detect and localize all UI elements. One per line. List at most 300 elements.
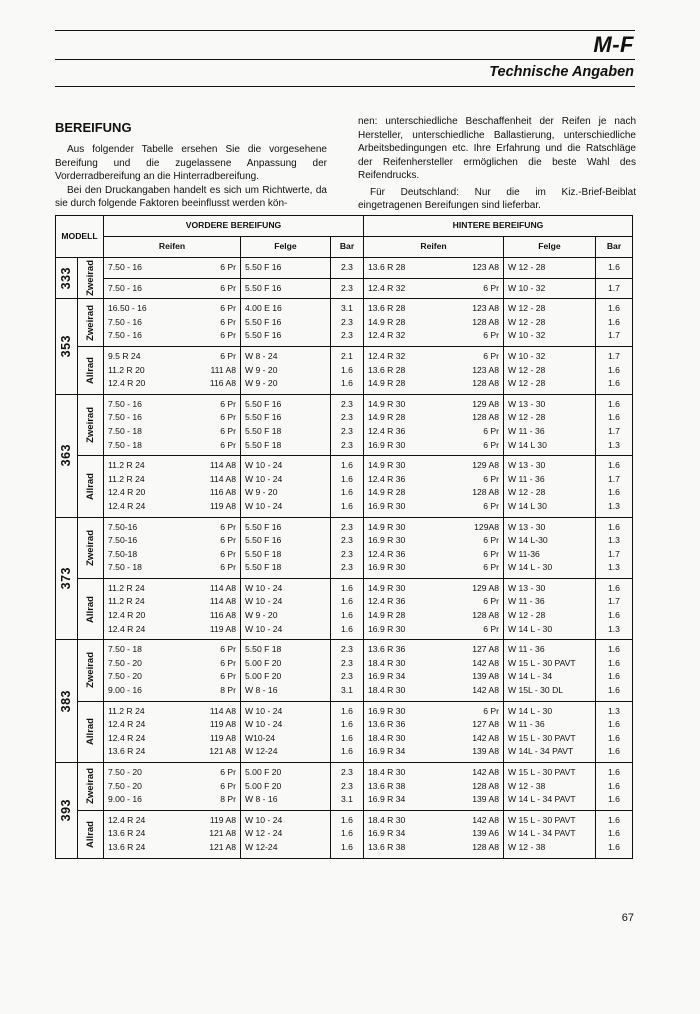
front-tire-rating: 6 Pr [220,439,236,450]
rear-tire-line [368,657,499,671]
model-cell [56,517,78,640]
rear-tire-cell [364,810,504,858]
front-tire-rating: 6 Pr [220,644,236,655]
front-rim-value: 5.50 F 16 [245,535,282,546]
front-tire-size: 7.50 - 20 [108,780,142,791]
front-tire-size: 11.2 R 24 [108,460,145,471]
front-tire-rating: 121 A8 [209,746,236,757]
front-tire-rating: 6 Pr [220,521,236,532]
rear-rim-value: W 10 - 32 [508,350,546,361]
rear-tire-size: 12.4 R 32 [368,350,406,361]
rear-tire-cell [364,701,504,762]
rear-rim-cell [504,456,596,517]
model-label: 393 [58,799,73,822]
front-tire-size: 7.50 - 16 [108,282,142,293]
rear-tire-rating: 142 A8 [472,767,499,777]
rear-bar-value: 1.7 [608,425,620,436]
rear-tire-line [368,350,499,364]
front-tire-rating: 6 Pr [220,282,236,293]
intro-right-column [358,115,636,213]
front-bar-value: 1.6 [341,719,353,730]
front-tire-cell [104,278,241,299]
front-tire-line [108,595,236,609]
rear-tire-size: 16.9 R 34 [368,746,406,757]
rear-rim-value: W 12 - 28 [508,610,546,621]
rear-rim-value: W 13 - 30 [508,521,546,532]
model-label: 373 [58,567,73,590]
rear-bar-value: 1.6 [608,644,620,655]
rear-tire-rating: 128 A8 [472,412,499,423]
rear-bar-value: 1.6 [608,398,620,409]
front-tire-line [108,827,236,841]
rear-rim-value: W 14 L-30 [508,535,548,546]
rear-bar-value: 1.6 [608,746,620,757]
rear-tire-size: 16.9 R 30 [368,500,406,511]
rear-tire-rating: 6 Pr [483,473,499,484]
rear-bar-value: 1.7 [608,548,620,559]
rear-rim-value: W 15 L - 30 PAVT [508,732,576,743]
rear-rim-value: W 15 L - 30 PAVT [508,814,576,825]
rear-bar-value: 1.7 [608,350,620,361]
front-tire-rating: 8 Pr [220,794,236,805]
model-cell [56,763,78,859]
rear-bar-cell [596,394,633,455]
rear-tire-rating: 128 A8 [472,378,499,389]
rear-tire-rating: 128 A8 [472,780,499,791]
rear-tire-rating: 6 Pr [483,596,499,607]
front-rim-cell [241,517,331,578]
rear-tire-size: 18.4 R 30 [368,732,406,743]
front-tire-size: 7.50 - 16 [108,412,142,423]
front-tire-size: 7.50 - 20 [108,767,142,777]
front-bar-value: 2.3 [341,535,353,546]
drive-type-label: Allrad [84,472,96,500]
rear-tire-size: 14.9 R 28 [368,487,406,498]
rear-tire-size: 14.9 R 28 [368,610,406,621]
front-tire-size: 12.4 R 24 [108,500,146,511]
rear-tire-rating: 127 A8 [472,719,499,730]
front-tire-size: 11.2 R 24 [108,596,145,607]
front-tire-cell [104,456,241,517]
rear-rim-value: W 12 - 28 [508,378,546,389]
rear-tire-rating: 6 Pr [483,350,499,361]
rear-bar-value: 1.6 [608,794,620,805]
rear-tire-rating: 128 A8 [472,841,499,852]
rear-rim-value: W 14 L - 34 PAVT [508,794,576,805]
rear-tire-rating: 142 A8 [472,814,499,825]
rear-rim-value: W 12 - 28 [508,364,546,375]
front-tire-size: 7.50 - 16 [108,262,142,272]
front-tire-size: 7.50 - 18 [108,562,142,573]
rear-tire-size: 14.9 R 28 [368,316,406,327]
rear-rim-value: W 11 - 36 [508,425,545,436]
front-tire-rating: 114 A8 [209,460,236,471]
rear-bar-value: 1.6 [608,841,620,852]
drive-type-cell [78,299,104,347]
front-tire-rating: 119 A8 [209,719,236,730]
table-row [56,346,633,394]
rear-bar-value: 1.6 [608,780,620,791]
rear-rim-value: W 13 - 30 [508,398,546,409]
front-tire-size: 12.4 R 24 [108,814,146,825]
model-label: 333 [58,266,73,290]
front-bar-value: 2.3 [341,330,353,341]
rear-tire-size: 16.9 R 34 [368,671,406,682]
rear-bar-value: 1.3 [608,535,620,546]
front-bar-value: 2.3 [341,316,353,327]
rear-tire-line [368,459,499,473]
drive-type-label: Allrad [84,595,96,623]
front-bar-cell [331,517,364,578]
front-rim-value: 5.50 F 16 [245,521,282,532]
front-tire-line [108,350,236,364]
front-tire-size: 9.00 - 16 [108,794,142,805]
front-tire-line [108,561,236,575]
rear-bar-value: 1.3 [608,439,620,450]
bottom-rule [55,86,635,87]
drive-type-label: Allrad [84,356,96,384]
front-tire-size: 9.5 R 24 [108,350,141,361]
rear-rim-cell [504,701,596,762]
front-rim-value: W 10 - 24 [245,705,283,716]
front-rim-value: W 10 - 24 [245,596,283,607]
rear-tire-rating: 6 Pr [483,439,499,450]
rear-tire-size: 16.9 R 30 [368,562,406,573]
rear-bar-cell [596,299,633,347]
front-tire-line [108,282,236,296]
front-tire-size: 7.50 - 20 [108,657,142,668]
front-rim-value: 5.50 F 18 [245,425,282,436]
front-bar-value: 2.3 [341,282,353,293]
front-tire-rating: 116 A8 [209,487,236,498]
front-bar-value: 1.6 [341,828,353,839]
rear-bar-value: 1.6 [608,582,620,593]
front-rim-value: W 12-24 [245,841,278,852]
rear-bar-value: 1.6 [608,262,620,272]
drive-type-label: Zweirad [84,529,96,566]
rear-tire-size: 16.9 R 30 [368,623,406,634]
rear-bar-value: 1.6 [608,521,620,532]
rear-rim-value: W 12 - 28 [508,262,546,272]
header-front-reifen: Reifen [104,237,241,258]
rear-rim-cell [504,258,596,279]
rear-tire-rating: 129 A8 [472,582,499,593]
rear-rim-cell [504,517,596,578]
front-tire-rating: 6 Pr [220,398,236,409]
header-rear-felge: Felge [504,237,596,258]
front-tire-rating: 6 Pr [220,262,236,272]
front-tire-size: 12.4 R 24 [108,719,146,730]
front-rim-value: 5.50 F 18 [245,548,282,559]
table-row [56,810,633,858]
front-bar-cell [331,299,364,347]
front-rim-value: 5.50 F 16 [245,398,282,409]
rear-tire-size: 14.9 R 30 [368,460,406,471]
front-tire-rating: 6 Pr [220,767,236,777]
front-tire-cell [104,394,241,455]
rear-rim-cell [504,394,596,455]
rear-tire-size: 18.4 R 30 [368,814,406,825]
front-rim-value: W 9 - 20 [245,364,278,375]
front-bar-cell [331,456,364,517]
rear-rim-cell [504,763,596,811]
rear-tire-size: 13.6 R 28 [368,262,406,272]
rear-rim-value: W 12 - 38 [508,841,546,852]
front-tire-rating: 6 Pr [220,330,236,341]
rear-tire-size: 14.9 R 28 [368,378,406,389]
rear-rim-value: W 12 - 28 [508,487,546,498]
rear-rim-cell [504,346,596,394]
rear-tire-size: 12.4 R 36 [368,473,406,484]
front-tire-size: 12.4 R 20 [108,610,146,621]
front-rim-value: 5.50 F 16 [245,330,282,341]
rear-rim-value: W 13 - 30 [508,460,546,471]
rear-tire-cell [364,346,504,394]
front-rim-value: 5.50 F 18 [245,439,282,450]
front-tire-rating: 119 A8 [209,732,236,743]
rear-tire-line [368,398,499,412]
rear-tire-size: 12.4 R 32 [368,330,406,341]
rear-tire-line [368,582,499,596]
front-tire-size: 7.50 - 16 [108,316,142,327]
rear-bar-value: 1.7 [608,282,620,293]
front-bar-cell [331,701,364,762]
front-rim-value: W 9 - 20 [245,378,278,389]
page-subtitle: Technische Angaben [489,64,634,80]
front-tire-line [108,705,236,719]
front-bar-value: 2.3 [341,562,353,573]
rear-bar-cell [596,278,633,299]
front-tire-size: 9.00 - 16 [108,685,142,696]
front-tire-line [108,411,236,425]
front-tire-line [108,684,236,698]
rear-tire-size: 13.6 R 36 [368,719,406,730]
front-tire-size: 12.4 R 24 [108,623,146,634]
front-tire-rating: 119 A8 [209,500,236,511]
model-cell [56,299,78,395]
rear-tire-line [368,780,499,794]
front-tire-line [108,459,236,473]
rear-bar-cell [596,810,633,858]
front-tire-rating: 114 A8 [209,705,236,716]
rear-tire-rating: 139 A8 [472,746,499,757]
rear-bar-value: 1.6 [608,364,620,375]
front-bar-value: 1.6 [341,705,353,716]
front-tire-rating: 8 Pr [220,685,236,696]
rear-tire-line [368,827,499,841]
table-row [56,517,633,578]
rear-tire-line [368,814,499,828]
front-rim-value: W 10 - 24 [245,719,283,730]
front-tire-cell [104,258,241,279]
front-bar-value: 1.6 [341,596,353,607]
rear-bar-value: 1.6 [608,671,620,682]
header-rear: HINTERE BEREIFUNG [364,216,633,237]
front-tire-line [108,398,236,412]
rear-rim-value: W 10 - 32 [508,330,546,341]
front-bar-value: 1.6 [341,610,353,621]
front-rim-value: W10-24 [245,732,276,743]
header-front-felge: Felge [241,237,331,258]
rear-rim-value: W 15 L - 30 PAVT [508,657,576,668]
drive-type-cell [78,258,104,299]
front-tire-size: 13.6 R 24 [108,746,146,757]
front-tire-size: 13.6 R 24 [108,841,146,852]
front-rim-value: 5.00 F 20 [245,767,282,777]
header-front-bar: Bar [331,237,364,258]
rear-tire-line [368,282,499,296]
rear-tire-line [368,534,499,548]
front-tire-size: 7.50 - 16 [108,330,142,341]
drive-type-cell [78,810,104,858]
chapter-code: M-F [593,32,634,57]
front-tire-rating: 6 Pr [220,548,236,559]
rear-tire-size: 14.9 R 28 [368,412,406,423]
intro-paragraph-1: Aus folgender Tabelle ersehen Sie die vorgesehene Bereifung und die zugelassene Anpassung der Vorderradbereifung an die Hinterradbereifung. [55,144,327,182]
drive-type-cell [78,701,104,762]
rear-tire-line [368,643,499,657]
front-rim-value: 5.00 F 20 [245,657,282,668]
rear-rim-cell [504,640,596,701]
front-tire-rating: 6 Pr [220,535,236,546]
table-row [56,456,633,517]
drive-type-cell [78,517,104,578]
front-tire-rating: 114 A8 [209,582,236,593]
rear-rim-cell [504,578,596,639]
front-tire-size: 11.2 R 24 [108,582,145,593]
rear-rim-value: W 14L - 34 PAVT [508,746,574,757]
rear-tire-size: 12.4 R 36 [368,596,406,607]
drive-type-cell [78,346,104,394]
rear-bar-value: 1.6 [608,378,620,389]
model-label: 363 [58,444,73,467]
rear-bar-value: 1.6 [608,657,620,668]
front-tire-line [108,841,236,855]
front-tire-cell [104,578,241,639]
intro-paragraph-3: Für Deutschland: Nur die im Kiz.-Brief-Beiblat eingetragenen Bereifungen sind lieferbar. [358,186,636,211]
rear-tire-size: 18.4 R 30 [368,685,406,696]
front-rim-value: W 10 - 24 [245,814,283,825]
rear-tire-line [368,793,499,807]
rear-tire-line [368,745,499,759]
rear-tire-line [368,521,499,535]
front-tire-size: 11.2 R 24 [108,705,145,716]
front-bar-cell [331,810,364,858]
drive-type-label: Zweirad [84,768,96,805]
front-tire-cell [104,763,241,811]
front-rim-cell [241,810,331,858]
front-tire-line [108,548,236,562]
front-rim-value: W 12-24 [245,746,278,757]
front-tire-cell [104,640,241,701]
rear-rim-value: W 15L - 30 DL [508,685,564,696]
front-tire-rating: 6 Pr [220,316,236,327]
drive-type-cell [78,763,104,811]
rear-tire-size: 14.9 R 30 [368,398,406,409]
front-tire-rating: 116 A8 [209,378,236,389]
front-tire-rating: 6 Pr [220,657,236,668]
front-tire-line [108,718,236,732]
rear-tire-rating: 123 A8 [472,303,499,314]
front-tire-rating: 114 A8 [209,596,236,607]
intro-paragraph-2-end: nen: unterschiedliche Beschaffenheit der Reifen je nach Hersteller, unterschiedliche Ballastierung, unterschiedliche Arbeitsbedingungen etc. Ihre Erfahrung und die Ratschläge der Reifenhersteller ermöglichen die beste Wahl des Reifendrucks. [358,116,636,181]
front-bar-value: 2.3 [341,439,353,450]
front-tire-line [108,745,236,759]
front-rim-value: 5.50 F 16 [245,262,282,272]
rear-tire-line [368,473,499,487]
rear-rim-value: W 13 - 30 [508,582,546,593]
rear-tire-size: 13.6 R 28 [368,303,406,314]
rear-tire-size: 13.6 R 28 [368,364,406,375]
front-tire-rating: 6 Pr [220,412,236,423]
model-cell [56,394,78,517]
rear-tire-size: 16.9 R 30 [368,535,406,546]
rear-tire-rating: 129 A8 [472,460,499,471]
rear-tire-rating: 129A8 [474,521,499,532]
front-tire-size: 7.50 - 20 [108,671,142,682]
front-tire-size: 7.50 - 16 [108,398,142,409]
rear-rim-value: W 15 L - 30 PAVT [508,767,576,777]
front-tire-line [108,623,236,637]
rear-rim-value: W 12 - 28 [508,303,546,314]
rear-tire-cell [364,456,504,517]
rear-tire-rating: 142 A8 [472,732,499,743]
rear-tire-line [368,561,499,575]
rear-bar-cell [596,456,633,517]
front-rim-value: W 9 - 20 [245,610,278,621]
rear-rim-value: W 14 L 30 [508,439,547,450]
table-row [56,278,633,299]
front-tire-line [108,643,236,657]
model-label: 353 [58,335,73,358]
front-tire-line [108,521,236,535]
rear-tire-rating: 6 Pr [483,562,499,573]
drive-type-cell [78,456,104,517]
front-tire-size: 11.2 R 20 [108,364,145,375]
rear-bar-value: 1.7 [608,330,620,341]
front-bar-value: 1.6 [341,623,353,634]
front-bar-value: 1.6 [341,582,353,593]
rear-tire-size: 16.9 R 30 [368,439,406,450]
rear-tire-rating: 6 Pr [483,535,499,546]
front-rim-cell [241,578,331,639]
front-tire-line [108,534,236,548]
front-tire-rating: 6 Pr [220,303,236,314]
front-bar-value: 1.6 [341,460,353,471]
rear-rim-value: W 11 - 36 [508,596,545,607]
front-bar-value: 2.3 [341,671,353,682]
front-rim-value: 5.00 F 20 [245,671,282,682]
rear-tire-rating: 6 Pr [483,705,499,716]
drive-type-label: Zweirad [84,652,96,689]
rear-tire-cell [364,763,504,811]
rear-tire-line [368,595,499,609]
rear-tire-line [368,377,499,391]
rear-bar-cell [596,763,633,811]
rear-tire-size: 13.6 R 38 [368,841,406,852]
rear-tire-rating: 6 Pr [483,425,499,436]
front-bar-value: 3.1 [341,794,353,805]
front-rim-value: W 10 - 24 [245,460,283,471]
table-row [56,258,633,279]
rear-bar-value: 1.7 [608,473,620,484]
rear-rim-value: W 14 L - 34 PAVT [508,828,576,839]
front-bar-value: 1.6 [341,500,353,511]
front-bar-value: 2.3 [341,644,353,655]
front-rim-value: 4.00 E 16 [245,303,282,314]
rear-tire-line [368,684,499,698]
drive-type-cell [78,578,104,639]
